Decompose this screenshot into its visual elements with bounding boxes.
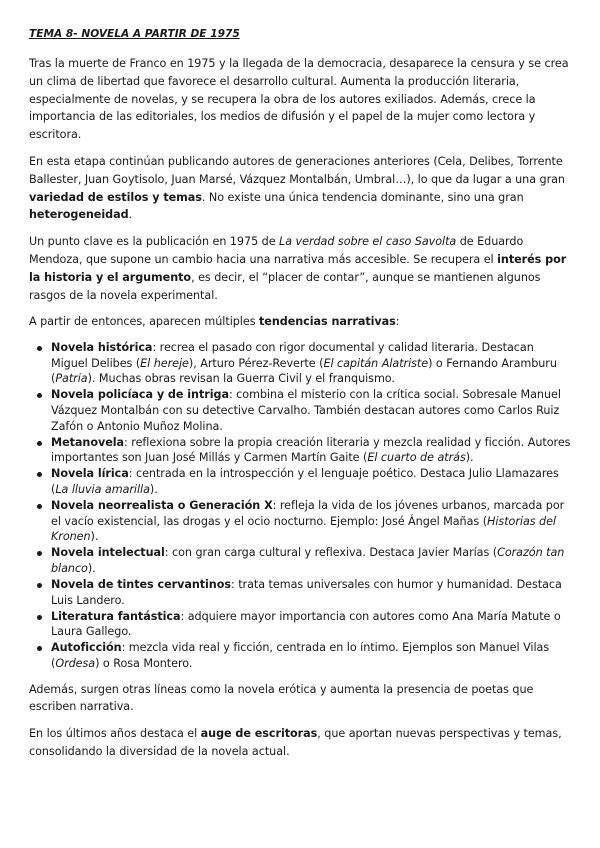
tendencia-term: Novela policíaca y de intriga bbox=[51, 388, 229, 402]
tendencia-term: Novela neorrealista o Generación X bbox=[51, 499, 273, 513]
paragraph-otras-lineas: Además, surgen otras líneas como la novela erótica y aumenta la presencia de poetas que escriben narrativa. bbox=[29, 682, 534, 714]
bold-term: heterogeneidad bbox=[29, 208, 129, 222]
tendencia-list-item bbox=[51, 435, 572, 466]
page-title: TEMA 8- NOVELA A PARTIR DE 1975 bbox=[29, 28, 240, 40]
paragraph-authors bbox=[29, 153, 572, 224]
tendencia-term: Novela histórica bbox=[51, 341, 153, 355]
tendencia-term: Literatura fantástica bbox=[51, 609, 181, 623]
text-run: , que aportan nuevas perspectivas y temas, consolidando la diversidad de la novela actual. bbox=[29, 727, 562, 759]
text-run: de Eduardo Mendoza, que supone un cambio hacia una narrativa más accesible. Se recupera el bbox=[29, 235, 524, 266]
bold-term: variedad de estilos y temas bbox=[29, 190, 202, 204]
text-run: En esta etapa continúan publicando autores de generaciones anteriores (Cela, Delibes, Torrente Ballester, Juan Goytisolo, Juan Marsé, Vázquez Montalbán, Umbral…), lo que da lugar a una gran bbox=[29, 154, 565, 186]
book-title: Historias del Kronen bbox=[51, 514, 556, 544]
book-title: Ordesa bbox=[55, 657, 96, 671]
book-title: Corazón tan blanco bbox=[51, 546, 565, 575]
book-title: El cuarto de atrás bbox=[367, 451, 466, 465]
text-run: : con gran carga cultural y reflexiva. Destaca Javier Marías ( bbox=[164, 546, 498, 560]
book-title: El capitán Alatriste bbox=[323, 356, 429, 370]
tendencia-term: Metanovela bbox=[51, 435, 125, 449]
text-run: : adquiere mayor importancia con autores como Ana María Matute o Laura Gallego. bbox=[51, 609, 561, 639]
tendencia-term: Novela de tintes cervantinos bbox=[51, 578, 231, 592]
tendencia-list-item bbox=[51, 640, 572, 671]
bold-term: interés por la historia y el argumento bbox=[29, 252, 567, 284]
tendencia-term: Novela lírica bbox=[51, 467, 129, 481]
tendencia-list-item bbox=[51, 577, 572, 608]
text-run: ). bbox=[87, 561, 96, 575]
text-run: ) o Fernando Aramburu ( bbox=[51, 356, 557, 386]
bold-term: tendencias narrativas bbox=[258, 315, 396, 329]
paragraph-tendencias-intro bbox=[29, 313, 572, 331]
text-run: ). Muchas obras revisan la Guerra Civil y el franquismo. bbox=[87, 372, 395, 386]
text-run: : reflexiona sobre la propia creación literaria y mezcla realidad y ficción. Autores importantes son Juan José Millás y Carmen Martín Gaite ( bbox=[51, 435, 571, 465]
tendencia-term: Novela intelectual bbox=[51, 546, 165, 560]
text-run: ). bbox=[465, 451, 474, 465]
tendencia-term: Autoficción bbox=[51, 641, 122, 655]
paragraph-escritoras bbox=[29, 725, 572, 761]
paragraph-intro: Tras la muerte de Franco en 1975 y la llegada de la democracia, desaparece la censura y se crea un clima de libertad que favorece el desarrollo cultural. Aumenta la producción literaria, especialmente de novelas, y se recupera la obra de los autores exiliados. Además, crece la importancia de las editoriales, los medios de difusión y el papel de la mujer como lectora y escritora. bbox=[29, 57, 569, 142]
text-run: En los últimos años destaca el bbox=[29, 727, 201, 741]
tendencia-list-item bbox=[51, 340, 572, 387]
text-run: . bbox=[128, 208, 133, 222]
tendencias-list bbox=[29, 340, 572, 671]
tendencia-list-item bbox=[51, 609, 572, 640]
text-run: : refleja la vida de los jóvenes urbanos, marcada por el vacío existencial, las drogas y el ocio nocturno. Ejemplo: José Ángel Mañas ( bbox=[51, 499, 565, 528]
text-run: ). bbox=[149, 483, 158, 496]
book-title: Patria bbox=[55, 372, 88, 386]
book-title: El hereje bbox=[140, 356, 189, 370]
text-run: : trata temas universales con humor y humanidad. Destaca Luis Landero. bbox=[51, 578, 562, 607]
text-run: Un punto clave es la publicación en 1975 de bbox=[29, 235, 280, 249]
text-run: ), Arturo Pérez-Reverte ( bbox=[188, 356, 324, 370]
text-run: : recrea el pasado con rigor documental y calidad literaria. Destacan Miguel Delibes ( bbox=[51, 341, 534, 370]
paragraph-savolta bbox=[29, 233, 572, 304]
tendencia-list-item bbox=[51, 498, 572, 545]
text-run: : mezcla vida real y ficción, centrada en lo íntimo. Ejemplos son Manuel Vilas ( bbox=[51, 641, 550, 671]
text-run: : centrada en la introspección y el lenguaje poético. Destaca Julio Llamazares ( bbox=[51, 467, 559, 496]
text-run: ) o Rosa Montero. bbox=[95, 657, 193, 671]
text-run: , es decir, el “placer de contar”, aunque se mantienen algunos rasgos de la novela experimental. bbox=[29, 270, 541, 302]
text-run: ). bbox=[90, 530, 99, 544]
text-run: : combina el misterio con la crítica social. Sobresale Manuel Vázquez Montalbán con su detective Carvalho. También destacan autores como Carlos Ruiz Zafón o Antonio Muñoz Molina. bbox=[51, 388, 561, 433]
tendencia-list-item bbox=[51, 466, 572, 497]
text-run: . No existe una única tendencia dominante, sino una gran bbox=[201, 190, 524, 204]
book-title: La lluvia amarilla bbox=[55, 483, 150, 496]
text-run: : bbox=[395, 315, 400, 329]
book-title: La verdad sobre el caso Savolta bbox=[279, 235, 457, 249]
tendencia-list-item bbox=[51, 387, 572, 434]
text-run: A partir de entonces, aparecen múltiples bbox=[29, 315, 259, 329]
tendencia-list-item bbox=[51, 545, 572, 576]
bold-term: auge de escritoras bbox=[200, 727, 318, 741]
